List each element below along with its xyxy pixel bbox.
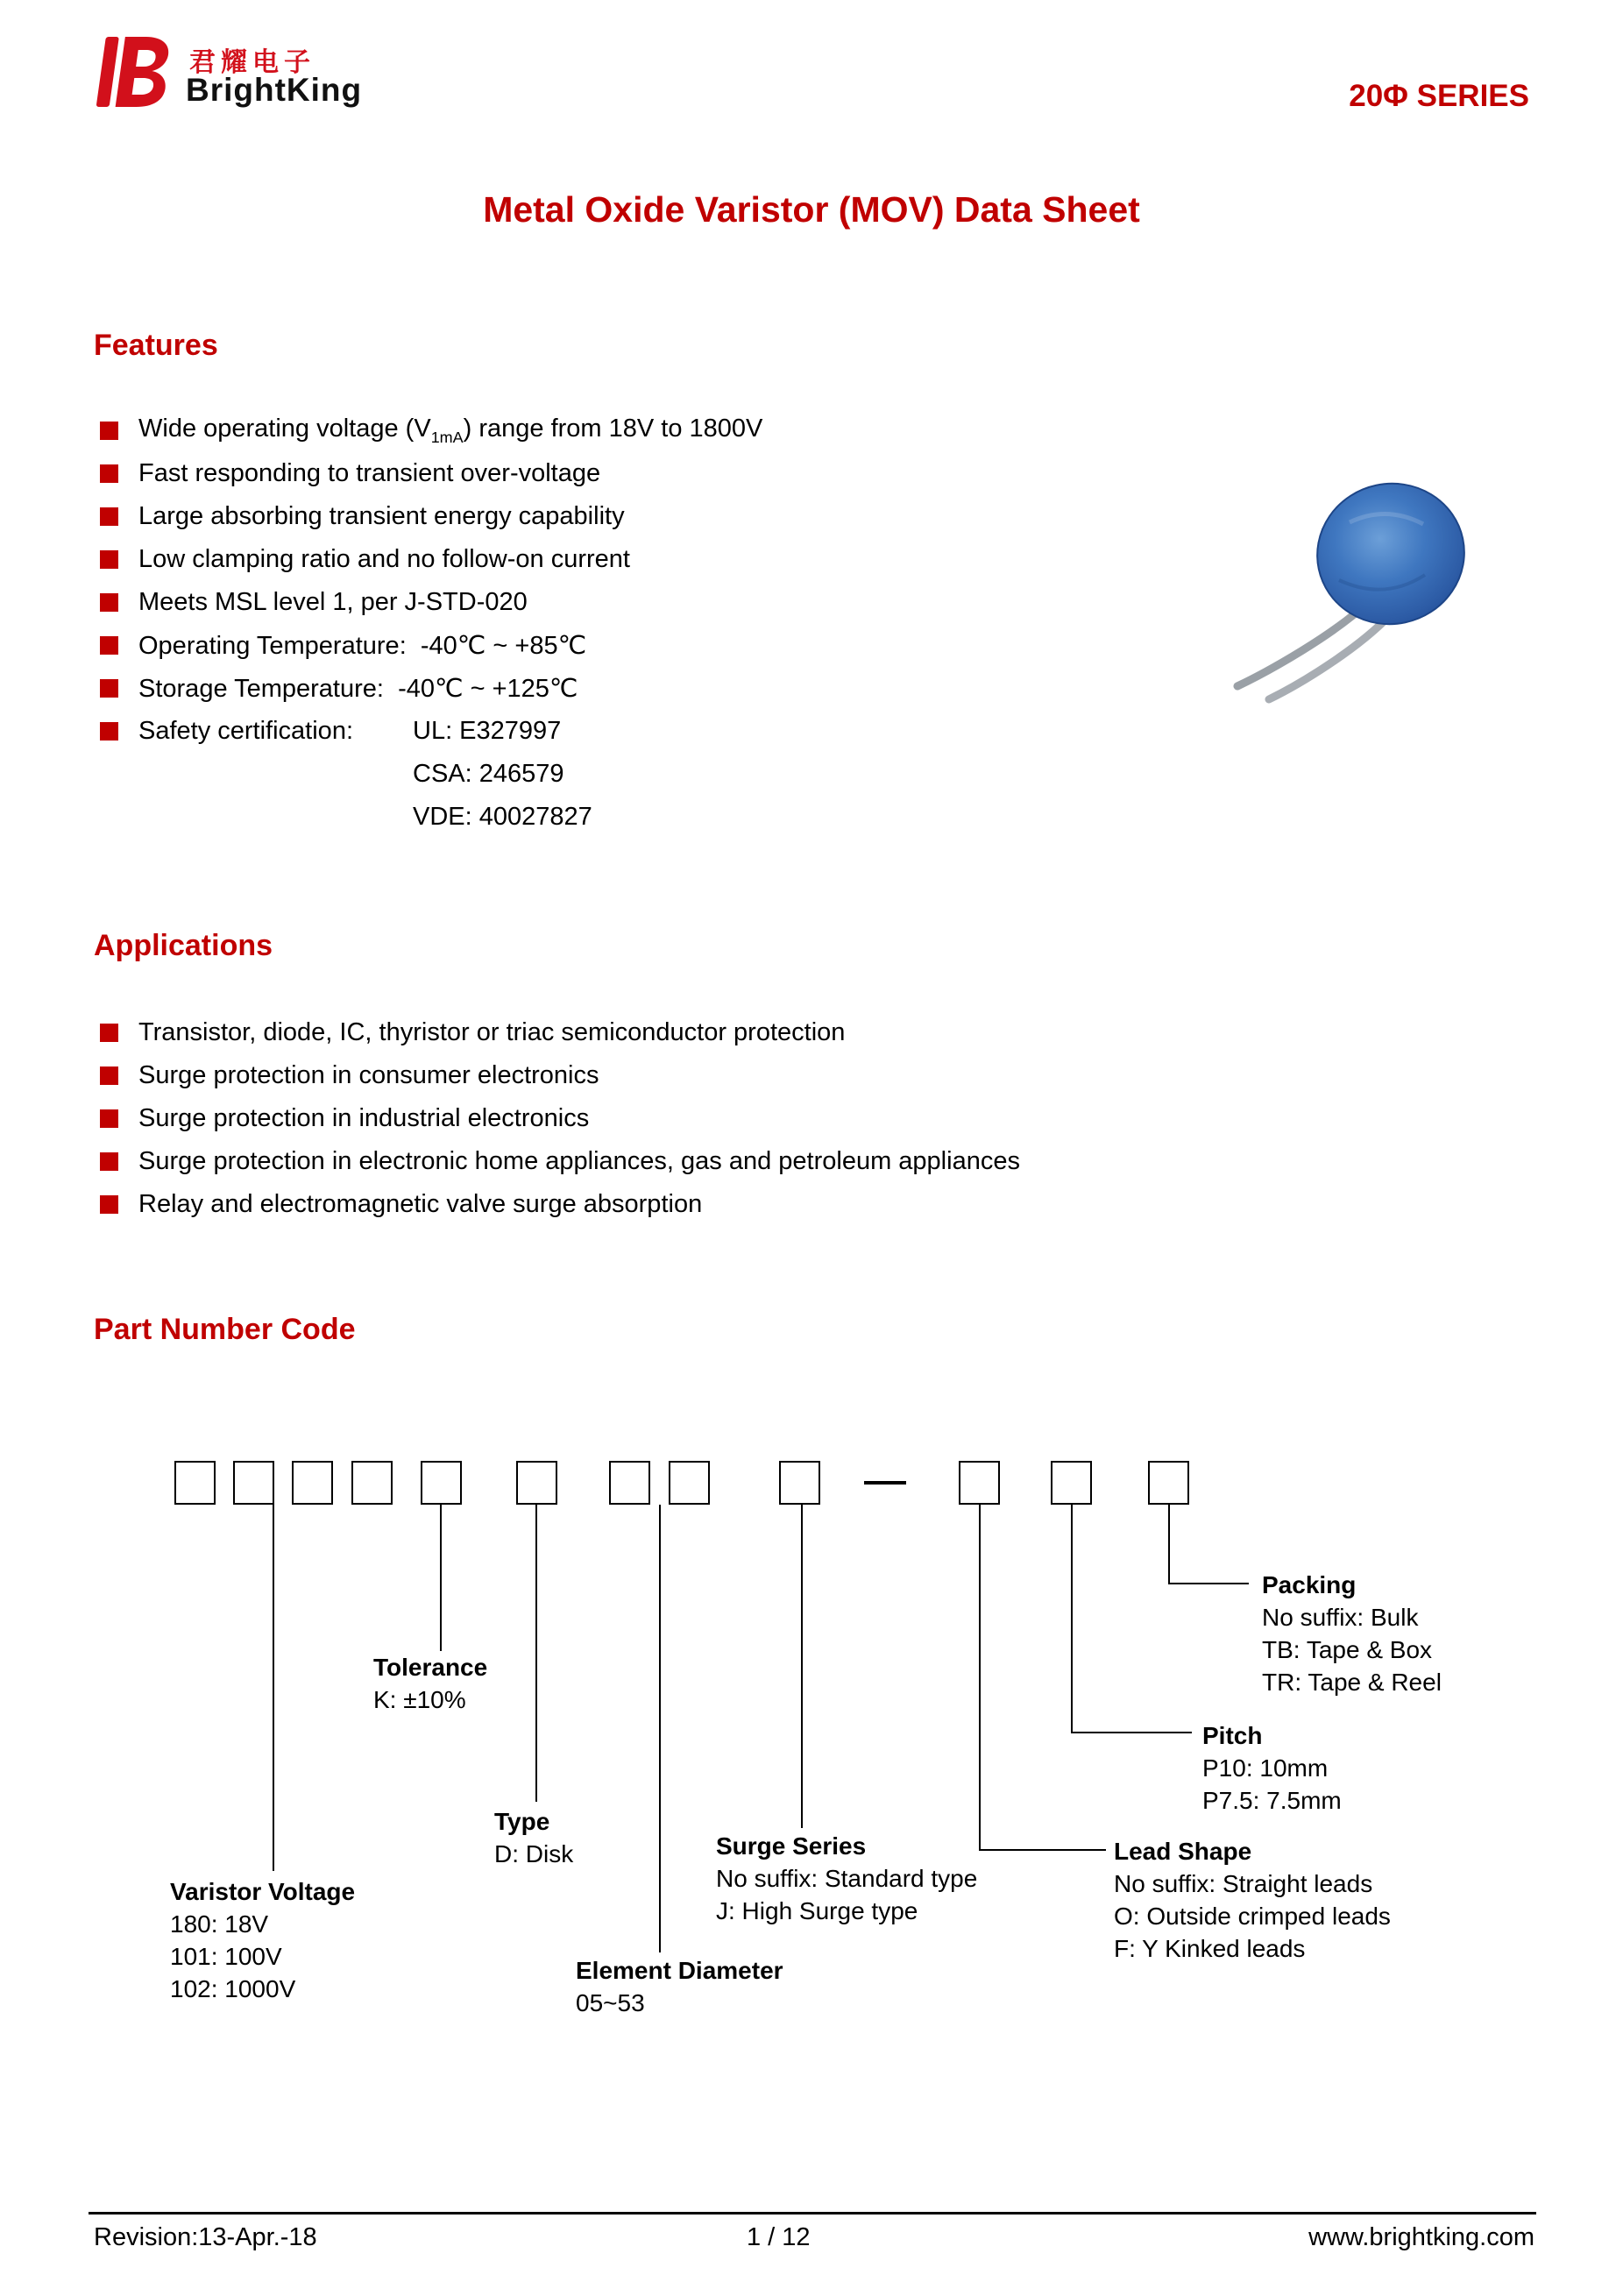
connector-line [1168,1583,1249,1584]
bullet-icon [100,507,118,526]
part-number-box [669,1461,710,1505]
packing-label: Packing No suffix: Bulk TB: Tape & Box TR: Tape & Reel [1262,1571,1442,1696]
type-label: Type D: Disk [494,1808,574,1867]
page-title: Metal Oxide Varistor (MOV) Data Sheet [483,189,1140,230]
bullet-icon [100,464,118,483]
connector-line [1071,1505,1073,1733]
feature-text: Meets MSL level 1, per J-STD-020 [138,588,528,616]
feature-item [94,452,762,495]
footer-website: www.brightking.com [1308,2223,1534,2251]
connector-line [535,1505,537,1802]
feature-text: Low clamping ratio and no follow-on current [138,545,630,573]
bullet-icon [100,1024,118,1042]
feature-text: Wide operating voltage $(V_{1mA})$ range from 18V to 1800V [138,415,763,446]
part-number-box [174,1461,216,1505]
application-item [94,1183,1020,1226]
application-item [94,1140,1020,1183]
connector-line [273,1505,274,1871]
feature-item [94,667,762,710]
feature-text: Fast responding to transient over-voltage [138,459,601,487]
application-text: Surge protection in electronic home appliances, gas and petroleum appliances [138,1147,1020,1175]
application-item [94,1011,1020,1054]
logo-chinese-text: 君耀电子 [189,48,315,77]
bullet-icon [100,1109,118,1128]
safety-ul-number: UL: E327997 [413,717,562,745]
application-text: Surge protection in consumer electronics [138,1061,599,1089]
footer-revision: Revision:13-Apr.-18 [94,2223,317,2251]
bullet-icon [100,1067,118,1085]
pitch-label: Pitch P10: 10mm P7.5: 7.5mm [1202,1722,1342,1814]
part-number-box [351,1461,393,1505]
application-text: Relay and electromagnetic valve surge absorption [138,1190,703,1218]
part-number-box [1051,1461,1092,1505]
lead-shape-label: Lead Shape No suffix: Straight leads O: Outside crimped leads F: Y Kinked leads [1114,1838,1391,1962]
part-number-box [1148,1461,1189,1505]
bullet-icon [100,636,118,655]
feature-text: Large absorbing transient energy capability [138,502,625,530]
feature-item [94,495,762,538]
bullet-icon [100,1195,118,1214]
bullet-icon [100,1152,118,1171]
surge-series-label: Surge Series No suffix: Standard type J: High Surge type [716,1832,978,1924]
part-number-dash [864,1481,906,1485]
feature-item-safety [94,710,762,753]
brightking-logo-icon [88,30,172,117]
bullet-icon [100,550,118,569]
connector-line [659,1505,661,1952]
application-text: Transistor, diode, IC, thyristor or triac semiconductor protection [138,1018,846,1046]
part-number-box [516,1461,557,1505]
safety-certification-label: Safety certification: [138,717,353,745]
logo-brand-text: BrightKing [186,72,363,108]
bullet-icon [100,679,118,698]
features-list [94,409,762,839]
bullet-icon [100,722,118,741]
feature-item [94,624,762,667]
connector-line [801,1505,803,1828]
connector-line [440,1505,442,1651]
part-number-box [779,1461,820,1505]
element-diameter-label: Element Diameter 05~53 [576,1957,783,2016]
part-number-box [421,1461,462,1505]
applications-heading: Applications [94,929,273,962]
bullet-icon [100,422,118,440]
footer-divider [89,2212,1536,2215]
connector-line [979,1849,1106,1851]
connector-line [979,1505,981,1851]
application-item [94,1054,1020,1097]
series-label: 20Φ SERIES [1349,79,1529,113]
part-number-box [292,1461,333,1505]
feature-item [94,409,762,452]
part-number-heading: Part Number Code [94,1313,356,1346]
feature-item [94,538,762,581]
feature-text: Operating Temperature: -40℃ ~ +85℃ [138,632,587,660]
applications-list [94,1011,1020,1226]
feature-text: Storage Temperature: -40℃ ~ +125℃ [138,675,578,703]
tolerance-label: Tolerance K: ±10% [373,1654,488,1713]
application-item [94,1097,1020,1140]
varistor-voltage-label: Varistor Voltage 180: 18V 101: 100V 102: 1000V [170,1878,356,2002]
safety-vde-number: VDE: 40027827 [413,803,592,831]
part-number-box [959,1461,1000,1505]
varistor-photo [1218,473,1481,705]
bullet-icon [100,593,118,612]
part-number-box [233,1461,274,1505]
safety-csa-number: CSA: 246579 [413,760,564,788]
footer-page-number: 1 / 12 [747,2223,811,2251]
application-text: Surge protection in industrial electronics [138,1104,590,1132]
connector-line [1071,1732,1192,1733]
part-number-box [609,1461,650,1505]
features-heading: Features [94,329,218,362]
feature-item [94,581,762,624]
connector-line [1168,1505,1170,1584]
